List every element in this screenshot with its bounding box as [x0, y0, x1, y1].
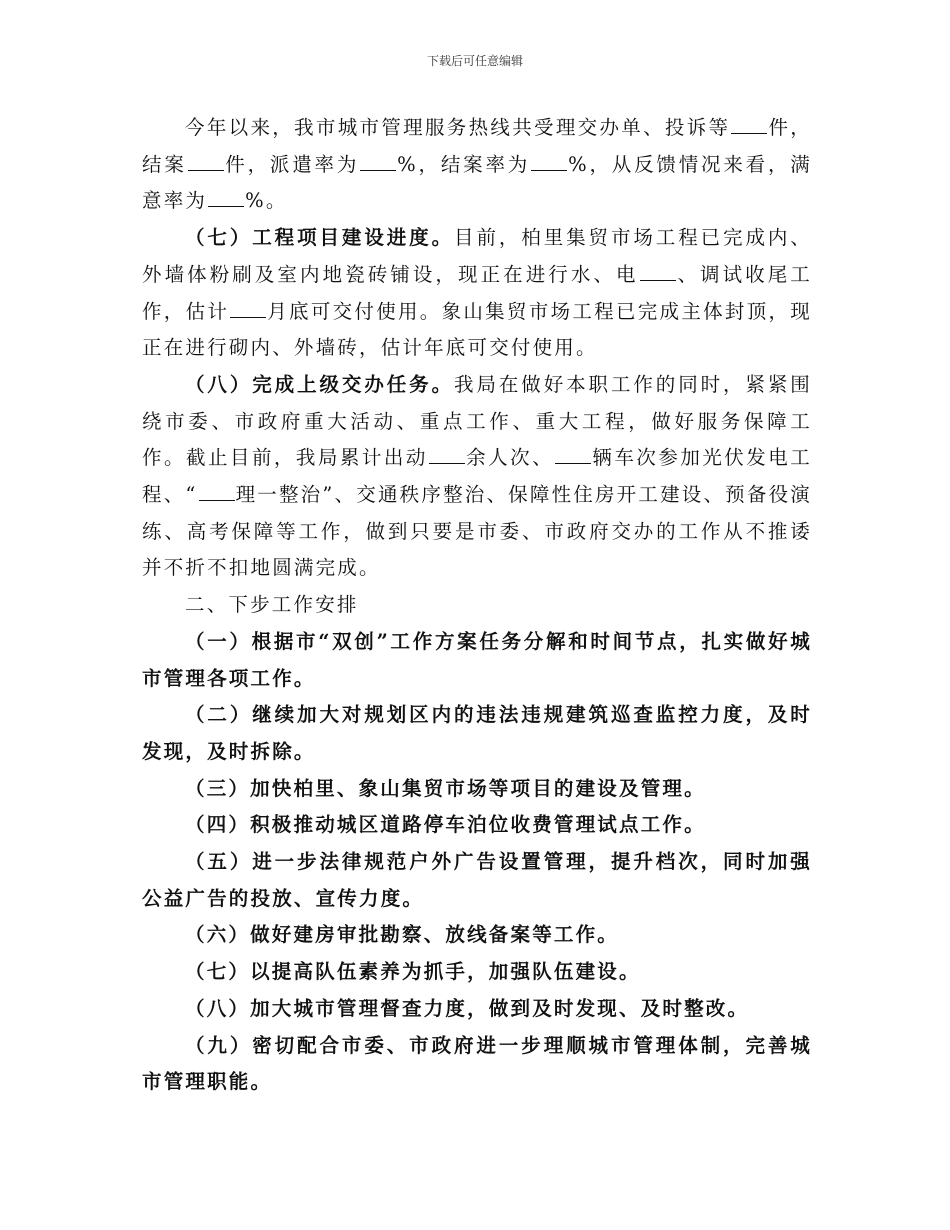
- paragraph-assigned-tasks: [142, 367, 812, 587]
- section-heading: （七）工程项目建设进度。: [185, 226, 455, 250]
- blank-field: [208, 192, 244, 207]
- tasks-text-2: 余人次、: [465, 446, 555, 470]
- project-text-2: 、调试收尾工作，估计: [142, 262, 813, 323]
- blank-field: [731, 119, 767, 134]
- tasks-text-4: 理一整治”、交通秩序整治、保障性住房开工建设、预备役演练、高考保障等工作，做到只要是市委、市政府交办的工作从不推诿并不折不扣地圆满完成。: [142, 483, 812, 580]
- plan-item: （四）积极推动城区道路停车泊位收费管理试点工作。: [185, 813, 706, 837]
- blank-field: [640, 266, 676, 281]
- hotline-text-2: 件，结案: [142, 116, 812, 176]
- hotline-text-1: 今年以来，我市城市管理服务热线共受理交办单、投诉等: [185, 116, 731, 139]
- paragraph-hotline: [142, 110, 812, 220]
- blank-field: [555, 449, 591, 464]
- blank-field: [360, 156, 396, 171]
- blank-field: [531, 156, 567, 171]
- hotline-text-6: %。: [245, 189, 288, 213]
- blank-field: [429, 449, 465, 464]
- paragraph-project-progress: [142, 220, 812, 367]
- tasks-text-3: 辆车次参加光伏发电工程、“: [142, 446, 812, 507]
- hotline-text-3: 件，派遣率为: [224, 152, 360, 176]
- plan-item: （二）继续加大对规划区内的违法违规建筑巡查监控力度，及时发现，及时拆除。: [142, 703, 812, 763]
- hotline-text-5: %，从反馈情况来看，满意率为: [142, 152, 813, 213]
- blank-field: [188, 156, 224, 171]
- page-header: 下载后可任意编辑: [426, 54, 523, 68]
- plan-item: （六）做好建房审批勘察、放线备案等工作。: [185, 923, 620, 947]
- plan-item: （七）以提高队伍素养为抓手，加强队伍建设。: [185, 960, 641, 984]
- project-text-1: 目前，柏里集贸市场工程已完成内、外墙体粉刷及室内地瓷砖铺设，现正在进行水、电: [142, 226, 813, 286]
- plan-item: （一）根据市“双创”工作方案任务分解和时间节点，扎实做好城市管理各项工作。: [142, 629, 812, 690]
- plan-item: （五）进一步法律规范户外广告设置管理，提升档次，同时加强公益广告的投放、宣传力度。: [142, 850, 812, 910]
- tasks-text-1: 我局在做好本职工作的同时，紧紧围绕市委、市政府重大活动、重点工作、重大工程，做好服务保障工作。截止目前，我局累计出动: [142, 372, 813, 470]
- plan-item: （九）密切配合市委、市政府进一步理顺城市管理体制，完善城市管理职能。: [142, 1033, 812, 1094]
- section-heading: （八）完成上级交办任务。: [185, 372, 455, 396]
- hotline-text-4: %，结案率为: [397, 152, 531, 176]
- blank-field: [230, 303, 266, 318]
- blank-field: [199, 486, 235, 501]
- section-title: 二、下步工作安排: [185, 593, 359, 617]
- project-text-3: 月底可交付使用。象山集贸市场工程已完成主体封顶，现正在进行砌内、外墙砖，估计年底可交付使用。: [142, 299, 812, 360]
- plan-item: （三）加快柏里、象山集贸市场等项目的建设及管理。: [185, 776, 706, 800]
- document-body: [142, 110, 812, 1101]
- plan-item: （八）加大城市管理督查力度，做到及时发现、及时整改。: [185, 996, 750, 1020]
